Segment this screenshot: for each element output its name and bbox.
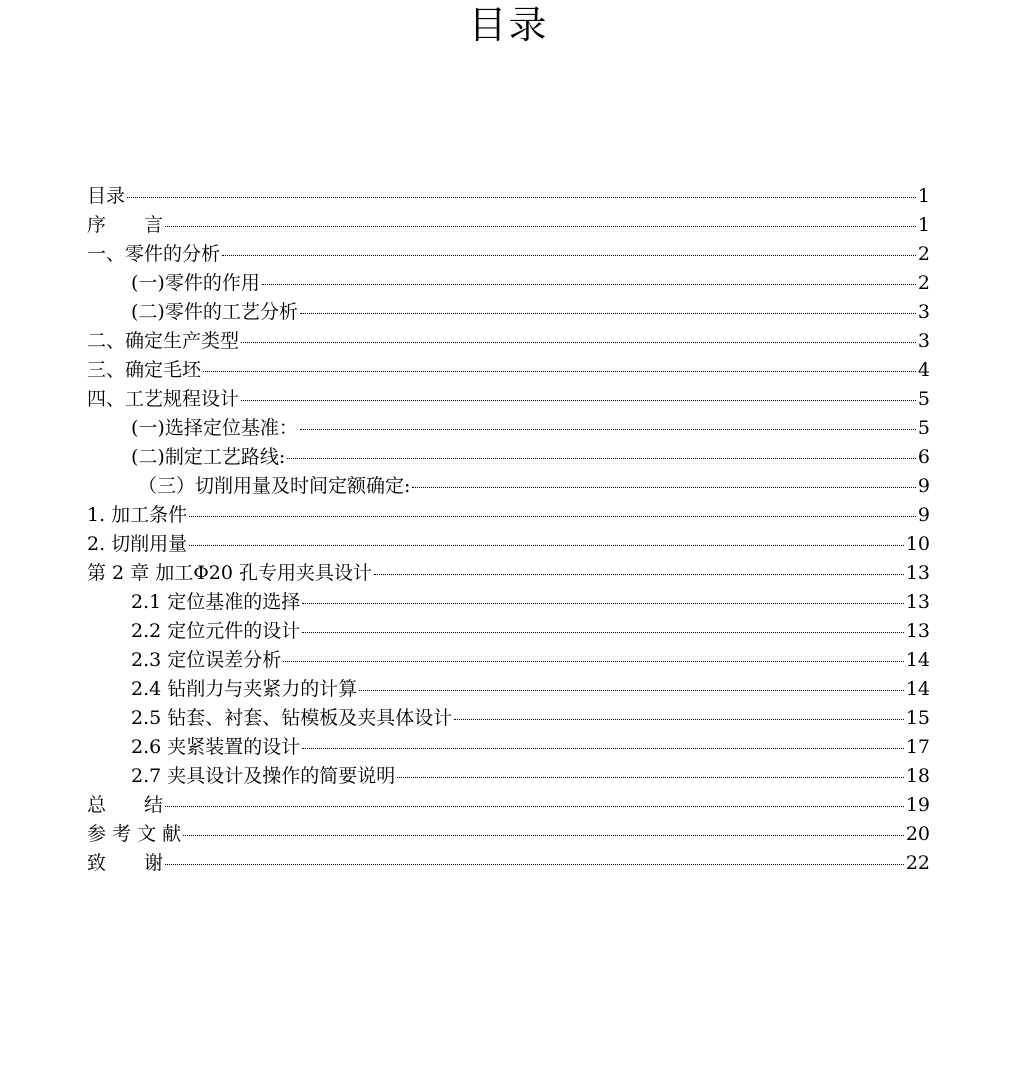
toc-dot-leader bbox=[412, 487, 916, 488]
toc-dot-leader bbox=[397, 777, 904, 778]
toc-entry-title: 2.4 钻削力与夹紧力的计算 bbox=[131, 678, 358, 700]
toc-page-number: 1 bbox=[917, 214, 930, 236]
toc-page-number: 19 bbox=[905, 794, 930, 816]
toc-page-number: 17 bbox=[905, 736, 930, 758]
toc-entry-title: 参 考 文 献 bbox=[87, 823, 182, 845]
toc-page-number: 20 bbox=[905, 823, 930, 845]
toc-page-number: 3 bbox=[917, 330, 930, 352]
toc-entry-title: 2.6 夹紧装置的设计 bbox=[131, 736, 301, 758]
toc-entry-title: 2.3 定位误差分析 bbox=[131, 649, 282, 671]
toc-dot-leader bbox=[302, 632, 904, 633]
toc-dot-leader bbox=[283, 661, 904, 662]
toc-entry[interactable] bbox=[87, 617, 930, 646]
toc-dot-leader bbox=[454, 719, 904, 720]
toc-entry-title: 第 2 章 加工Φ20 孔专用夹具设计 bbox=[87, 562, 373, 584]
toc-page-number: 3 bbox=[917, 301, 930, 323]
toc-entry[interactable] bbox=[87, 849, 930, 878]
page-title: 目录 bbox=[468, 3, 549, 47]
toc-dot-leader bbox=[300, 313, 916, 314]
toc-entry[interactable] bbox=[87, 182, 930, 211]
toc-entry[interactable] bbox=[87, 327, 930, 356]
toc-page-number: 5 bbox=[917, 388, 930, 410]
toc-dot-leader bbox=[183, 835, 904, 836]
toc-entry[interactable] bbox=[87, 820, 930, 849]
toc-entry-title: 总 结 bbox=[87, 794, 164, 816]
toc-page-number: 4 bbox=[917, 359, 930, 381]
toc-page-number: 13 bbox=[905, 591, 930, 613]
toc-entry[interactable] bbox=[87, 675, 930, 704]
toc-entry[interactable] bbox=[87, 733, 930, 762]
toc-page-number: 2 bbox=[917, 243, 930, 265]
toc-entry[interactable] bbox=[87, 211, 930, 240]
toc-page-number: 10 bbox=[905, 533, 930, 555]
toc-page-number: 13 bbox=[905, 620, 930, 642]
toc-entry-title: 目录 bbox=[87, 185, 126, 207]
toc-page-number: 9 bbox=[917, 475, 930, 497]
toc-dot-leader bbox=[203, 371, 916, 372]
toc-dot-leader bbox=[165, 806, 904, 807]
toc-page-number: 14 bbox=[905, 678, 930, 700]
toc-entry-title: 2.2 定位元件的设计 bbox=[131, 620, 301, 642]
toc-entry-title: 2.7 夹具设计及操作的简要说明 bbox=[131, 765, 396, 787]
toc-dot-leader bbox=[165, 226, 916, 227]
toc-entry[interactable] bbox=[87, 704, 930, 733]
toc-dot-leader bbox=[241, 400, 916, 401]
toc-entry-title: 三、确定毛坯 bbox=[87, 359, 202, 381]
toc-dot-leader bbox=[165, 864, 904, 865]
toc-page-number: 1 bbox=[917, 185, 930, 207]
toc-entry-title: 2. 切削用量 bbox=[87, 533, 188, 555]
toc-entry-title: 二、确定生产类型 bbox=[87, 330, 240, 352]
toc-dot-leader bbox=[262, 284, 916, 285]
toc-entry-title: 2.5 钻套、衬套、钻模板及夹具体设计 bbox=[131, 707, 453, 729]
toc-entry[interactable] bbox=[87, 559, 930, 588]
toc-entry[interactable] bbox=[87, 298, 930, 327]
toc-dot-leader bbox=[300, 429, 916, 430]
table-of-contents bbox=[87, 182, 930, 878]
toc-entry[interactable] bbox=[87, 588, 930, 617]
toc-entry[interactable] bbox=[87, 791, 930, 820]
toc-entry[interactable] bbox=[87, 530, 930, 559]
toc-entry-title: (一)零件的作用 bbox=[131, 272, 260, 294]
toc-dot-leader bbox=[374, 574, 904, 575]
toc-page-number: 2 bbox=[917, 272, 930, 294]
toc-entry[interactable] bbox=[87, 472, 930, 501]
toc-entry[interactable] bbox=[87, 501, 930, 530]
toc-entry[interactable] bbox=[87, 356, 930, 385]
toc-page-number: 13 bbox=[905, 562, 930, 584]
toc-dot-leader bbox=[287, 458, 916, 459]
toc-page-number: 15 bbox=[905, 707, 930, 729]
toc-entry-title: (二)零件的工艺分析 bbox=[131, 301, 298, 323]
toc-entry-title: 1. 加工条件 bbox=[87, 504, 188, 526]
toc-page-number: 6 bbox=[917, 446, 930, 468]
toc-entry-title: (一)选择定位基准： bbox=[131, 417, 298, 439]
toc-dot-leader bbox=[241, 342, 916, 343]
toc-entry-title: 一、零件的分析 bbox=[87, 243, 221, 265]
toc-entry-title: 四、工艺规程设计 bbox=[87, 388, 240, 410]
toc-entry[interactable] bbox=[87, 385, 930, 414]
toc-entry-title: 致 谢 bbox=[87, 852, 164, 874]
toc-dot-leader bbox=[302, 603, 904, 604]
toc-dot-leader bbox=[189, 545, 904, 546]
toc-entry[interactable] bbox=[87, 762, 930, 791]
toc-entry[interactable] bbox=[87, 414, 930, 443]
toc-entry-title: (二)制定工艺路线: bbox=[131, 446, 286, 468]
toc-dot-leader bbox=[189, 516, 916, 517]
toc-entry-title: 序 言 bbox=[87, 214, 164, 236]
toc-page-number: 18 bbox=[905, 765, 930, 787]
toc-entry-title: 2.1 定位基准的选择 bbox=[131, 591, 301, 613]
toc-page-number: 9 bbox=[917, 504, 930, 526]
toc-entry[interactable] bbox=[87, 443, 930, 472]
toc-entry[interactable] bbox=[87, 269, 930, 298]
toc-page-number: 14 bbox=[905, 649, 930, 671]
toc-dot-leader bbox=[359, 690, 904, 691]
toc-page-number: 22 bbox=[905, 852, 930, 874]
toc-dot-leader bbox=[127, 197, 916, 198]
toc-entry-title: （三）切削用量及时间定额确定: bbox=[138, 475, 411, 497]
toc-entry[interactable] bbox=[87, 240, 930, 269]
toc-page-number: 5 bbox=[917, 417, 930, 439]
toc-dot-leader bbox=[302, 748, 904, 749]
toc-dot-leader bbox=[222, 255, 916, 256]
toc-entry[interactable] bbox=[87, 646, 930, 675]
